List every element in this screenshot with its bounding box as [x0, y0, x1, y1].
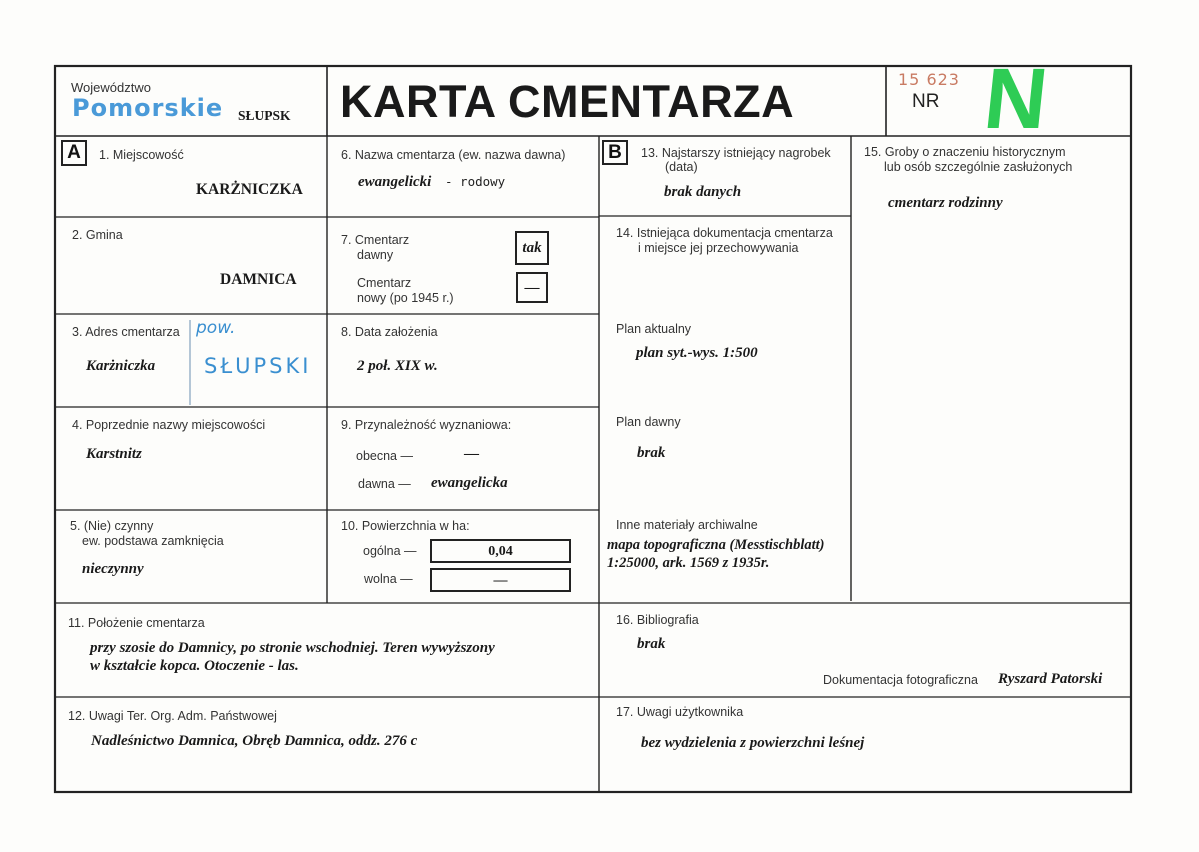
field-7-old-value: tak — [522, 240, 542, 256]
field-16-label: 16. Bibliografia — [616, 613, 699, 627]
field-11-label: 11. Położenie cmentarza — [68, 616, 205, 630]
field-7-label-old-1: 7. Cmentarz — [341, 233, 410, 247]
field-14-other-value-line1: mapa topograficzna (Messtischblatt) — [607, 537, 825, 553]
field-8-label: 8. Data założenia — [341, 325, 438, 339]
field-2-value: DAMNICA — [220, 271, 297, 288]
field-10-total-label: ogólna — — [363, 544, 417, 558]
photo-documentation-label: Dokumentacja fotograficzna — [823, 673, 978, 687]
field-3-value: Karżniczka — [86, 358, 156, 374]
field-14-plan-current-label: Plan aktualny — [616, 322, 692, 336]
field-13-value: brak danych — [664, 184, 742, 200]
section-b-marker: B — [602, 140, 628, 165]
field-13-label-line1: 13. Najstarszy istniejący nagrobek — [641, 146, 831, 160]
field-1-value: KARŻNICZKA — [196, 181, 303, 198]
field-17-value: bez wydzielenia z powierzchni leśnej — [641, 735, 865, 751]
field-14-other-label: Inne materiały archiwalne — [616, 518, 758, 532]
voivodeship-label: Województwo — [71, 80, 151, 95]
field-5-label-line2: ew. podstawa zamknięcia — [82, 534, 224, 548]
page-title: KARTA CMENTARZA — [340, 76, 795, 127]
field-6-label: 6. Nazwa cmentarza (ew. nazwa dawna) — [341, 148, 566, 162]
field-5-label-line1: 5. (Nie) czynny — [70, 519, 154, 533]
field-4-label: 4. Poprzednie nazwy miejscowości — [72, 418, 266, 432]
field-7-new-box — [516, 272, 548, 303]
field-10-total-box — [430, 539, 571, 563]
field-6-typed: - rodowy — [445, 174, 506, 189]
field-14-plan-old-label: Plan dawny — [616, 415, 681, 429]
field-14-label-line1: 14. Istniejąca dokumentacja cmentarza — [616, 226, 833, 240]
field-3-label: 3. Adres cmentarza — [72, 325, 180, 339]
field-5-value: nieczynny — [82, 561, 144, 577]
field-7-new-value: — — [524, 280, 540, 296]
field-16-value: brak — [637, 636, 666, 652]
voivodeship-printed: SŁUPSK — [238, 108, 291, 123]
section-a-marker: A — [61, 140, 87, 166]
field-11-line1: przy szosie do Damnicy, po stronie wschodniej. Teren wywyższony — [90, 640, 495, 656]
field-7-old-box — [515, 231, 549, 265]
field-15-label-line1: 15. Groby o znaczeniu historycznym — [864, 145, 1066, 159]
field-1-label: 1. Miejscowość — [99, 148, 184, 162]
nr-label: NR — [912, 91, 940, 112]
field-10-total-value: 0,04 — [488, 544, 513, 559]
field-3-handwritten-county: SŁUPSKI — [204, 354, 312, 378]
field-14-plan-old-value: brak — [637, 445, 666, 461]
field-7-label-new-1: Cmentarz — [357, 276, 412, 290]
field-9-label: 9. Przynależność wyznaniowa: — [341, 418, 512, 432]
field-6-value: ewangelicki — [358, 174, 432, 190]
field-9-former-value: ewangelicka — [431, 475, 508, 491]
field-12-value: Nadleśnictwo Damnica, Obręb Damnica, oddz. 276 c — [91, 733, 418, 749]
field-9-current-label: obecna — — [356, 449, 413, 463]
field-13-label-line2: (data) — [665, 160, 698, 174]
field-7-label-old-2: dawny — [357, 248, 394, 262]
field-9-current-value: — — [464, 446, 479, 462]
stamp-letter-n: N — [979, 51, 1053, 147]
field-10-free-value: — — [493, 573, 508, 588]
field-4-value: Karstnitz — [86, 446, 142, 462]
field-2-label: 2. Gmina — [72, 228, 123, 242]
field-8-value: 2 poł. XIX w. — [357, 358, 438, 374]
field-15-value: cmentarz rodzinny — [888, 195, 1003, 211]
voivodeship-handwritten: Pomorskie — [72, 94, 224, 122]
photo-documentation-author: Ryszard Patorski — [998, 671, 1103, 687]
field-7-label-new-2: nowy (po 1945 r.) — [357, 291, 454, 305]
field-15-label-line2: lub osób szczególnie zasłużonych — [884, 160, 1073, 174]
field-10-free-box — [430, 568, 571, 592]
field-3-handwritten-pow: pow. — [196, 318, 236, 338]
field-11-line2: w kształcie kopca. Otoczenie - las. — [90, 658, 299, 674]
nr-handwritten: 15 623 — [898, 70, 960, 89]
field-17-label: 17. Uwagi użytkownika — [616, 705, 744, 719]
field-14-other-value-line2: 1:25000, ark. 1569 z 1935r. — [607, 555, 770, 571]
field-12-label: 12. Uwagi Ter. Org. Adm. Państwowej — [68, 709, 277, 723]
field-14-label-line2: i miejsce jej przechowywania — [638, 241, 799, 255]
field-14-plan-current-value: plan syt.-wys. 1:500 — [636, 345, 758, 361]
field-10-label: 10. Powierzchnia w ha: — [341, 519, 470, 533]
field-9-former-label: dawna — — [358, 477, 411, 491]
field-10-free-label: wolna — — [364, 572, 413, 586]
